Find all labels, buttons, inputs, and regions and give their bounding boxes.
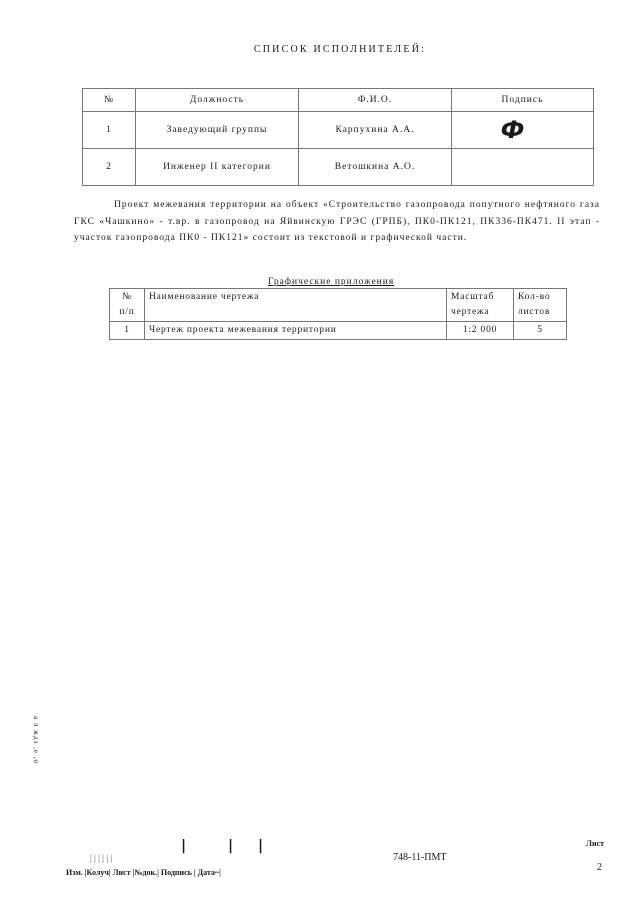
table-row [83, 149, 594, 186]
stamp-bar: | [258, 838, 264, 854]
project-description: Проект межевания территории на объект «Строительство газопровода попутного нефтяного газа ГКС «Чашкино» - т.вр. в газопровод на Яйвинскую ГРЭС (ГРПБ), ПК0-ПК121, ПК336-ПК471. II этап - участок газопровода ПК0 - ПК121» состоит из текстовой и графической части. [74, 200, 600, 243]
row-number: 2 [83, 149, 136, 186]
column-header-position: Должность [136, 89, 299, 112]
handwritten-signature: Ф [500, 116, 525, 144]
header-line: п/п [119, 307, 135, 317]
column-header-scale [447, 289, 514, 322]
signature-cell [452, 149, 594, 186]
row-position: Инженер II категории [136, 149, 299, 186]
table-header-row [110, 289, 567, 322]
header-line: Кол-во [518, 292, 551, 302]
header-line: Масштаб [451, 292, 495, 302]
row-number: 1 [83, 112, 136, 149]
page-title: СПИСОК ИСПОЛНИТЕЛЕЙ: [253, 44, 427, 55]
page-number: 2 [597, 862, 602, 873]
row-position: Заведующий группы [136, 112, 299, 149]
graphics-caption: Графические приложения [268, 277, 395, 287]
column-header-number [110, 289, 145, 322]
document-code: 748-11-ПМТ [393, 852, 447, 863]
stamp-column-lines: | | | | | | [90, 853, 113, 863]
table-header-row [83, 89, 594, 112]
table-row [110, 322, 567, 340]
row-number: 1 [110, 322, 145, 340]
row-name: Карпухина А.А. [299, 112, 452, 149]
stamp-bar: | [228, 838, 234, 854]
signature-cell [452, 112, 594, 149]
column-header-name: Ф.И.О. [299, 89, 452, 112]
header-line: № [122, 292, 132, 302]
column-header-signature: Подпись [452, 89, 594, 112]
row-sheet-count: 5 [514, 322, 567, 340]
row-drawing-name: Чертеж проекта межевания территории [145, 322, 447, 340]
column-header-sheet-count [514, 289, 567, 322]
graphics-table [109, 288, 567, 340]
row-scale: 1:2 000 [447, 322, 514, 340]
row-name: Ветошкина А.О. [299, 149, 452, 186]
column-header-drawing-name: Наименование чертежа [145, 289, 447, 322]
column-header-number: № [83, 89, 136, 112]
stamp-labels: Изм. |Колуч| Лист |№док.| Подпись | Дата~| [66, 868, 221, 877]
executors-table [82, 88, 594, 186]
stamp-bar: | [181, 838, 187, 854]
header-line: чертежа [451, 307, 490, 317]
side-margin-text: а л ждз ,е ,о [32, 716, 40, 764]
sheet-label: Лист [586, 839, 605, 848]
table-row [83, 112, 594, 149]
header-line: листов [518, 307, 551, 317]
